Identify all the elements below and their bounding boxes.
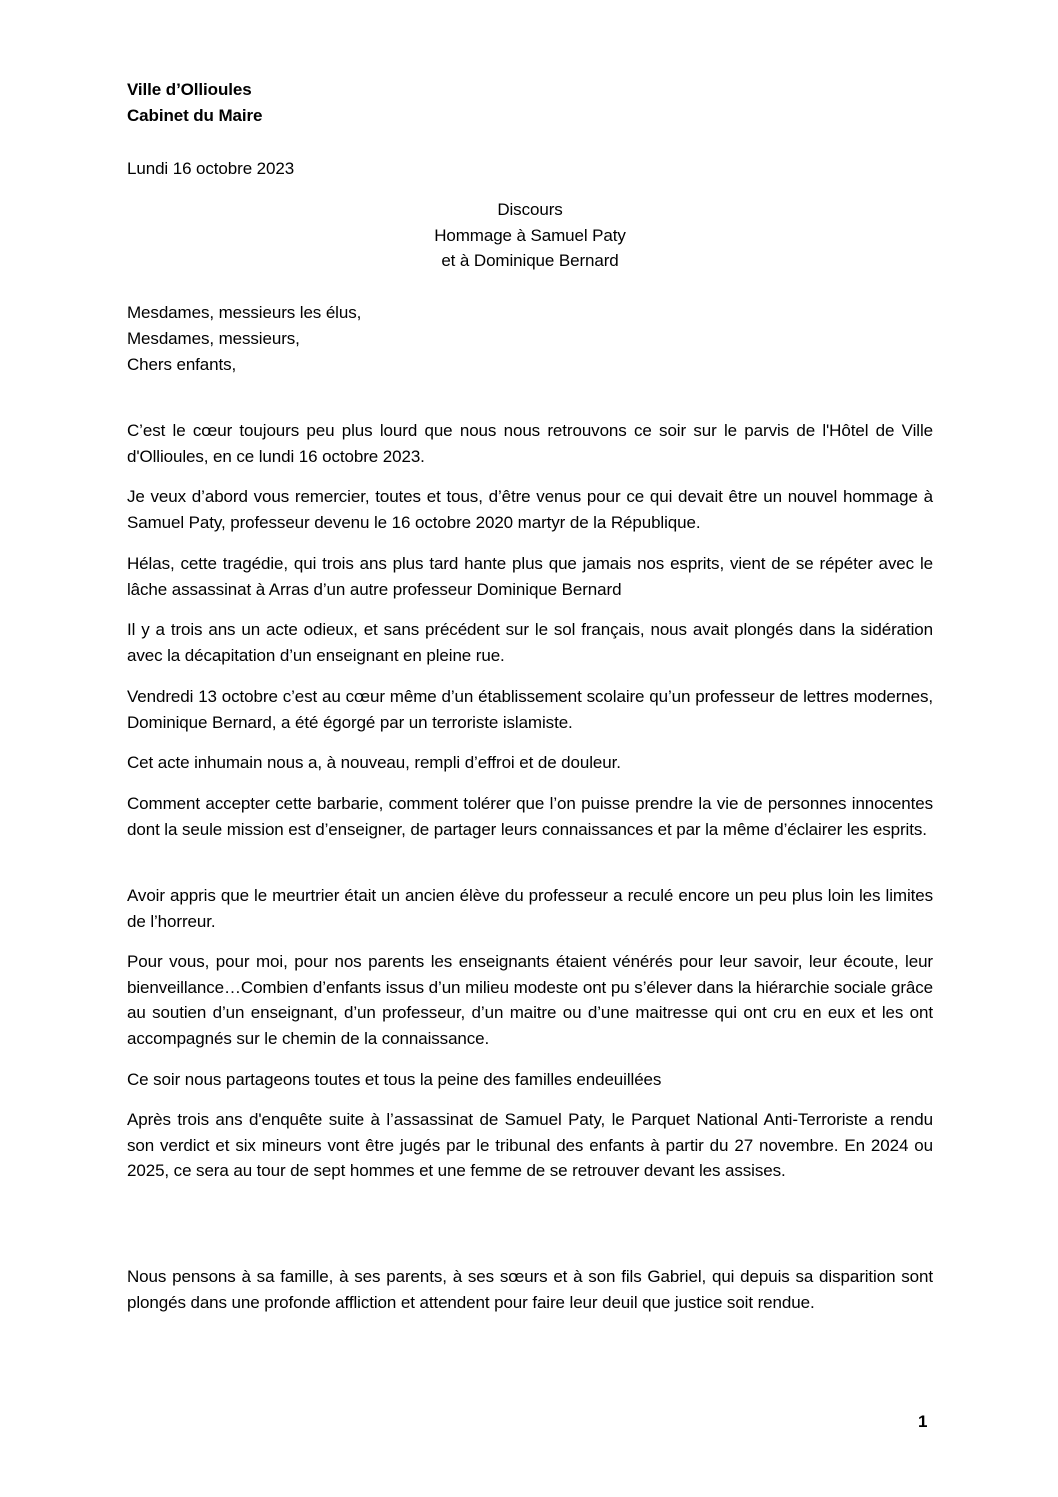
paragraph-8: Avoir appris que le meurtrier était un ancien élève du professeur a reculé encore un peu plus loin les limites de l’horreur. xyxy=(127,886,933,931)
paragraph-2: Je veux d’abord vous remercier, toutes et tous, d’être venus pour ce qui devait être un nouvel hommage à Samuel Paty, professeur devenu le 16 octobre 2020 martyr de la République. xyxy=(127,487,933,532)
title-line-1: Discours xyxy=(497,200,563,219)
paragraph-10: Ce soir nous partageons toutes et tous la peine des familles endeuillées xyxy=(127,1070,662,1089)
page-number: 1 xyxy=(918,1412,928,1431)
header-date: Lundi 16 octobre 2023 xyxy=(127,159,295,178)
paragraph-12: Nous pensons à sa famille, à ses parents, à ses sœurs et à son fils Gabriel, qui depuis sa disparition sont plongés dans une profonde affliction et attendent pour faire leur deuil que justice soit rendue. xyxy=(127,1267,933,1312)
paragraph-5: Vendredi 13 octobre c’est au cœur même d’un établissement scolaire qu’un professeur de lettres modernes, Dominique Bernard, a été égorgé par un terroriste islamiste. xyxy=(127,687,933,732)
paragraph-11: Après trois ans d'enquête suite à l’assassinat de Samuel Paty, le Parquet National Anti-Terroriste a rendu son verdict et six mineurs vont être jugés par le tribunal des enfants à partir du 27 novembre. En 2024 ou 2025, ce sera au tour de sept hommes et une femme de se retrouver devant les assises. xyxy=(127,1110,933,1180)
paragraph-4: Il y a trois ans un acte odieux, et sans précédent sur le sol français, nous avait plongés dans la sidération avec la décapitation d’un enseignant en pleine rue. xyxy=(127,620,933,665)
title-line-3: et à Dominique Bernard xyxy=(441,251,619,270)
header-cabinet: Cabinet du Maire xyxy=(127,106,263,125)
paragraph-9: Pour vous, pour moi, pour nos parents les enseignants étaient vénérés pour leur savoir, leur écoute, leur bienveillance…Combien d’enfants issus d’un milieu modeste ont pu s’élever dans la hiérarchie sociale grâce au soutien d’un enseignant, d’un professeur, d’un maitre ou d’une maitresse qui ont cru en eux et les ont accompagnés sur le chemin de la connaissance. xyxy=(127,952,933,1048)
paragraph-1: C’est le cœur toujours peu plus lourd que nous nous retrouvons ce soir sur le parvis de l'Hôtel de Ville d'Ollioules, en ce lundi 16 octobre 2023. xyxy=(127,421,933,466)
paragraph-7: Comment accepter cette barbarie, comment tolérer que l’on puisse prendre la vie de personnes innocentes dont la seule mission est d’enseigner, de partager leurs connaissances et par la même d’éclairer les esprits. xyxy=(127,794,933,839)
paragraph-3: Hélas, cette tragédie, qui trois ans plus tard hante plus que jamais nos esprits, vient de se répéter avec le lâche assassinat à Arras d’un autre professeur Dominique Bernard xyxy=(127,554,933,599)
header-ville: Ville d’Ollioules xyxy=(127,80,252,99)
title-line-2: Hommage à Samuel Paty xyxy=(434,226,626,245)
salutation-line-2: Mesdames, messieurs, xyxy=(127,329,300,348)
salutation-line-1: Mesdames, messieurs les élus, xyxy=(127,303,362,322)
salutation-line-3: Chers enfants, xyxy=(127,355,237,374)
paragraph-6: Cet acte inhumain nous a, à nouveau, rempli d’effroi et de douleur. xyxy=(127,753,621,772)
